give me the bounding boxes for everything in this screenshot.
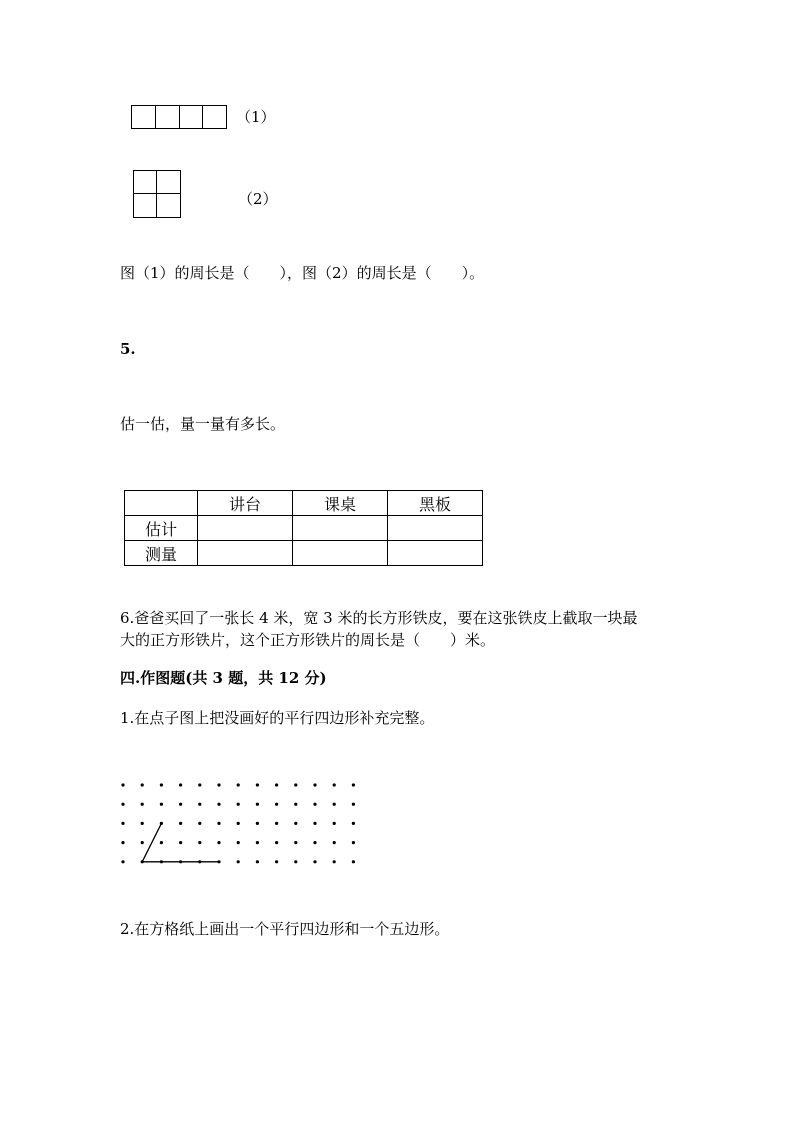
figure-1-row-of-four-squares bbox=[131, 105, 227, 129]
grid-dot bbox=[352, 841, 355, 844]
grid-dot bbox=[237, 822, 240, 825]
grid-dot bbox=[294, 841, 297, 844]
grid-dot bbox=[294, 860, 297, 863]
table-cell[interactable] bbox=[293, 516, 388, 541]
grid-dot bbox=[179, 783, 182, 786]
grid-dot bbox=[217, 841, 220, 844]
square-cell bbox=[180, 106, 204, 128]
grid-dot bbox=[141, 841, 144, 844]
grid-dot bbox=[121, 822, 124, 825]
square-cell bbox=[156, 106, 180, 128]
grid-dot bbox=[121, 860, 124, 863]
grid-dot bbox=[333, 803, 336, 806]
grid-dot bbox=[217, 803, 220, 806]
grid-dot bbox=[179, 822, 182, 825]
grid-dot bbox=[179, 841, 182, 844]
table-cell[interactable] bbox=[388, 541, 483, 566]
grid-dot bbox=[237, 783, 240, 786]
grid-dot bbox=[256, 860, 259, 863]
grid-dot bbox=[160, 803, 163, 806]
grid-dot bbox=[256, 822, 259, 825]
figure-1-label: （1） bbox=[236, 108, 276, 126]
estimate-measure-table bbox=[124, 490, 483, 566]
grid-dot bbox=[160, 841, 163, 844]
grid-dot bbox=[333, 822, 336, 825]
grid-dot bbox=[313, 803, 316, 806]
table-cell[interactable] bbox=[198, 516, 293, 541]
section-4-title: 四.作图题(共 3 题，共 12 分) bbox=[120, 669, 327, 687]
row-label: 测量 bbox=[125, 541, 198, 566]
table-cell[interactable] bbox=[198, 541, 293, 566]
table-row bbox=[125, 541, 483, 566]
q6-line-1: 6.爸爸买回了一张长 4 米，宽 3 米的长方形铁皮，要在这张铁皮上截取一块最 bbox=[120, 609, 638, 627]
parallelogram-side bbox=[142, 823, 161, 861]
grid-dot bbox=[121, 841, 124, 844]
table-header-cell: 讲台 bbox=[198, 491, 293, 516]
q4-perimeter-question: 图（1）的周长是（ ），图（2）的周长是（ ）。 bbox=[120, 264, 485, 282]
square-cell bbox=[134, 171, 157, 194]
grid-dot bbox=[256, 841, 259, 844]
q6-line-2: 大的正方形铁片，这个正方形铁片的周长是（ ）米。 bbox=[120, 631, 496, 649]
q5-prompt: 估一估，量一量有多长。 bbox=[120, 415, 286, 433]
grid-dot bbox=[294, 803, 297, 806]
row-label: 估计 bbox=[125, 516, 198, 541]
table-row bbox=[125, 516, 483, 541]
grid-dot bbox=[141, 822, 144, 825]
section-4-q2: 2.在方格纸上画出一个平行四边形和一个五边形。 bbox=[120, 920, 450, 938]
grid-dot bbox=[313, 783, 316, 786]
table-header-cell bbox=[125, 491, 198, 516]
grid-dot bbox=[275, 822, 278, 825]
grid-dot bbox=[121, 783, 124, 786]
grid-dot bbox=[352, 803, 355, 806]
table-cell[interactable] bbox=[388, 516, 483, 541]
square-cell bbox=[157, 171, 180, 194]
grid-dot bbox=[256, 783, 259, 786]
grid-dot bbox=[237, 803, 240, 806]
grid-dot bbox=[294, 783, 297, 786]
grid-dot bbox=[352, 783, 355, 786]
grid-dot bbox=[198, 841, 201, 844]
grid-dot bbox=[275, 783, 278, 786]
grid-dot bbox=[160, 783, 163, 786]
grid-dot bbox=[198, 822, 201, 825]
grid-dot bbox=[333, 783, 336, 786]
grid-dot bbox=[198, 783, 201, 786]
grid-dot bbox=[217, 822, 220, 825]
grid-dot bbox=[141, 803, 144, 806]
table-cell[interactable] bbox=[293, 541, 388, 566]
square-cell bbox=[157, 194, 180, 217]
grid-dot bbox=[217, 783, 220, 786]
table-header-row bbox=[125, 491, 483, 516]
grid-dot bbox=[294, 822, 297, 825]
dot-grid bbox=[110, 772, 370, 890]
grid-dot bbox=[275, 803, 278, 806]
square-cell bbox=[132, 106, 156, 128]
grid-dot bbox=[352, 822, 355, 825]
grid-dot bbox=[237, 860, 240, 863]
grid-dot bbox=[179, 803, 182, 806]
grid-dot bbox=[352, 860, 355, 863]
table-header-cell: 黑板 bbox=[388, 491, 483, 516]
grid-dot bbox=[313, 860, 316, 863]
grid-dot bbox=[256, 803, 259, 806]
grid-dot bbox=[313, 822, 316, 825]
section-4-q1: 1.在点子图上把没画好的平行四边形补充完整。 bbox=[120, 709, 435, 727]
grid-dot bbox=[237, 841, 240, 844]
grid-dot bbox=[333, 841, 336, 844]
grid-dot bbox=[141, 783, 144, 786]
grid-dot bbox=[333, 860, 336, 863]
q5-number: 5. bbox=[120, 340, 136, 358]
square-cell bbox=[203, 106, 226, 128]
grid-dot bbox=[198, 803, 201, 806]
table-header-cell: 课桌 bbox=[293, 491, 388, 516]
grid-dot bbox=[275, 841, 278, 844]
figure-2-label: （2） bbox=[238, 190, 278, 208]
figure-2-two-by-two-squares bbox=[133, 170, 181, 218]
grid-dot bbox=[275, 860, 278, 863]
grid-dot bbox=[313, 841, 316, 844]
square-cell bbox=[134, 194, 157, 217]
grid-dot bbox=[121, 803, 124, 806]
